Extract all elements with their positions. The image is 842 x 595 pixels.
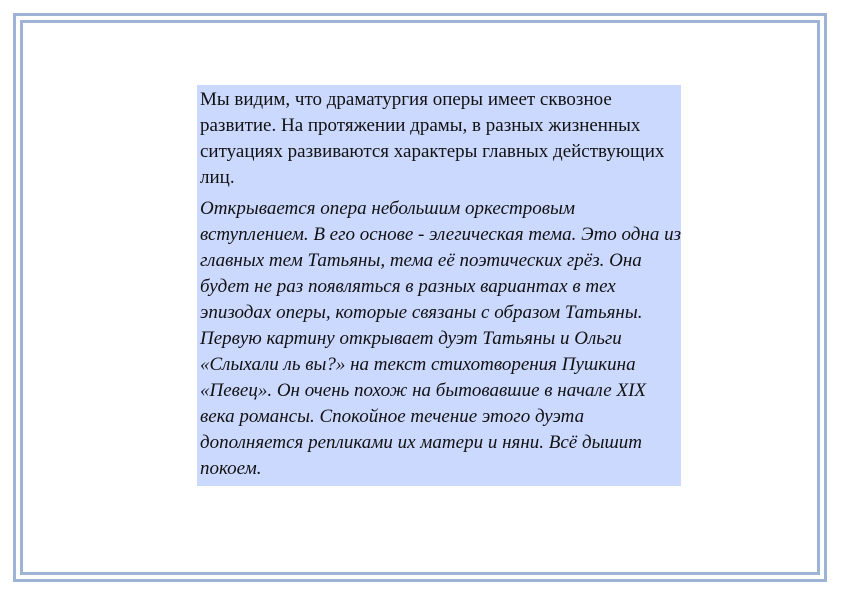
overture-paragraph: Открывается опера небольшим оркестровым вступлением. В его основе - элегическая тема. Это одна из главных тем Татьяны, тема её поэтических грёз. Она будет не раз появляться в разных вариантах в тех эпизодах оперы, которые связаны с образом Татьяны. bbox=[200, 198, 681, 323]
intro-paragraph: Мы видим, что драматургия оперы имеет сквозное развитие. На протяжении драмы, в разных жизненных ситуациях развиваются характеры главных действующих лиц. bbox=[200, 89, 665, 188]
duet-paragraph: Первую картину открывает дуэт Татьяны и Ольги «Слыхали ль вы?» на текст стихотворения Пушкина «Певец». Он очень похож на бытовавшие в начале XIX века романсы. Спокойное течение этого дуэта дополняется репликами их матери и няни. Всё дышит покоем. bbox=[200, 328, 647, 479]
text-box bbox=[197, 85, 681, 486]
